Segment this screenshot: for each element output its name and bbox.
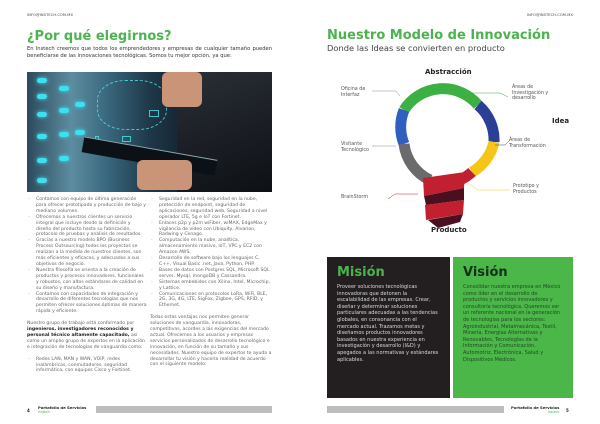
page-number: 5: [566, 408, 569, 413]
list-item: - Contamos con capacidades de integración y desarrollo de diferentes tecnologías que nos permiten ofrecer soluciones óptimas de manera rápida y eficiente.: [27, 292, 147, 316]
intro-text: En Instech creemos que todos los emprendedores y empresas de cualquier tamaño pueden beneficiarse de las innovaciones tecnológicas. Somos tu mejor opción, ya que:: [27, 46, 272, 59]
label-abstraccion: Abstracción: [425, 68, 472, 76]
list-item: - Desarrollo de software bajo los lenguajes C, C++, Visual Basic .net, Java, Python, PHP.: [150, 256, 272, 268]
list-item: - Nuestra filosofía se orienta a la creación de productos y procesos innovadores, funcionales y robustos, con altos estándares de calidad en su diseño y manufactura.: [27, 268, 147, 292]
label-areas-investigacion: Áreas de Investigación y desarrollo: [512, 85, 549, 102]
label-producto: Producto: [431, 226, 467, 234]
label-areas-transformacion: Áreas de Transformación: [509, 138, 546, 149]
bulb-base: [423, 172, 465, 228]
footer-bar: [96, 406, 272, 413]
page-number: 4: [27, 408, 30, 413]
mision-text: Proveer soluciones tecnológicas innovadoras que detonen la escalabilidad de las empresas. Crear, diseñar y determinar soluciones particulares adecuadas a las tendencias globales, en consonancia con el mercado actual. Trazamos metas y diseñamos productos innovadores basados en nuestra experiencia en investigación y desarrollo (I&D) y apegados a las normativas y estándares aplicables.: [337, 284, 439, 363]
vision-title: Visión: [463, 265, 508, 280]
header-email: INFO@INSTECH.COM.MX: [526, 13, 573, 17]
label-visitante: Visitante Tecnológico: [341, 142, 369, 153]
team-highlight: ingenieros, investigadores reconocidos y personal técnico altamente capacitado,: [27, 327, 134, 338]
list-item: - Computación en la nube, analítica, almacenamiento masivo, IoT, VPC y EC2 con Amazon AWS.: [150, 238, 272, 256]
label-prototipo: Prototipo y Productos: [513, 184, 539, 195]
team-paragraph: [27, 321, 147, 351]
vision-text: Consolidar nuestra empresa en México como líder en el desarrollo de productos y servicios innovadores y consultoría tecnológica. Queremos ser un referente nacional en la generación de tecnologías para los sectores: Agroindustrial, Metalmecánica, Textil, Minería, Energías Alternativas y Renovables, Tecnologías de la Información y Comunicación, Automotriz, Electrónica, Salud y Dispositivos Médicos.: [463, 284, 561, 363]
list-item: - Seguridad en la red, seguridad en la nube, protección de endpoint, seguridad de aplicaciones, seguridad web, Seguridad a nivel operador LTE, 5g e IoT con Fortinet.: [150, 197, 272, 221]
team-text: Nuestro grupo de trabajo está conformado por: [27, 321, 135, 327]
model-paragraph: Todas estas ventajas nos permiten generar soluciones de vanguardia, innovadoras, competitivas, acordes a las exigencias del mercado actual. Ofrecemos a los usuarios y empresas servicios personalizados de desarrollo tecnológico e innovación, en función de su tamaño y sus necesidades. Nuestro equipo de expertos te ayuda a desarrollar tu visión y hacerla realidad de acuerdo con el siguiente modelo:: [150, 315, 272, 368]
vision-card: [453, 257, 573, 398]
footer-title: Portafolio de Servicios: [38, 405, 87, 410]
list-item: - Bases de datos con Postgres SQL, Microsoft SQL server, Mysql, mongoDB y Cassandra.: [150, 268, 272, 280]
column-2: [150, 197, 272, 374]
label-oficina: Oficina de Interfaz: [341, 87, 366, 98]
list-item: - Gracias a nuestro modelo BPO (Business Process Outsourcing) todos los proyectos se realizan a la medida de nuestros clientes, son más eficientes y eficaces, y adecuados a sus objetivos de negocio.: [27, 238, 147, 268]
list-item: - Contamos con equipo de última generación para ofrecer prototipado y producción de bajo y mediano volumen.: [27, 197, 147, 215]
mision-card: [327, 257, 450, 398]
list-item: - Sistemas embebidos con Xilinx, Intel, Microchip, y Lattice.: [150, 280, 272, 292]
footer-subtitle: Instech: [547, 410, 560, 415]
column-1: [27, 197, 147, 374]
team-text-end: así como un amplio grupo de expertos en la aplicación e integración de tecnologías de vanguardia como:: [27, 332, 145, 350]
footer-title: Portafolio de Servicios: [511, 405, 560, 410]
list-item: - Enlaces p2p y p2m wiFiber, wiMAX, EdgeMax y vigilancia de video con Ubiquity, Alvarion, Radwing y Cenago.: [150, 221, 272, 239]
hero-photo: [27, 72, 272, 192]
page-subtitle: Donde las Ideas se convierten en producto: [327, 43, 505, 53]
footer-brand: [511, 406, 559, 414]
list-item: - Redes LAN, MAN y WAN, VOIP, redes inalámbricas, conmutadores, seguridad informática, con equipos Cisco y Fortinet.: [27, 357, 147, 375]
arc-green: [404, 89, 478, 110]
arc-gray: [404, 144, 430, 180]
arc-yellow: [472, 142, 494, 172]
mision-title: Misión: [337, 265, 385, 280]
arc-blue: [401, 110, 404, 144]
label-idea: Idea: [552, 117, 570, 125]
footer-brand: [38, 406, 86, 414]
footer-subtitle: Instech: [38, 410, 50, 415]
footer-bar: [327, 406, 504, 413]
arc-navy: [478, 105, 494, 142]
list-item: - Comunicaciones en protocolos LoRa, WiFi, BLE, 2G, 3G, 4G, LTE, SigFox, Zigbee, GPS, RFID, y Ethernet.: [150, 292, 272, 310]
page-title: ¿Por qué elegirnos?: [27, 29, 172, 44]
label-brainstorm: BrainStorm: [341, 195, 368, 200]
list-item: - Ofrecemos a nuestros clientes un servicio integral que incluye desde la definición y diseño del producto hasta su fabricación, protocolo de pruebas y análisis de resultados.: [27, 215, 147, 239]
page-title: Nuestro Modelo de Innovación: [327, 28, 551, 43]
header-email: INFO@INSTECH.COM.MX: [27, 13, 74, 17]
